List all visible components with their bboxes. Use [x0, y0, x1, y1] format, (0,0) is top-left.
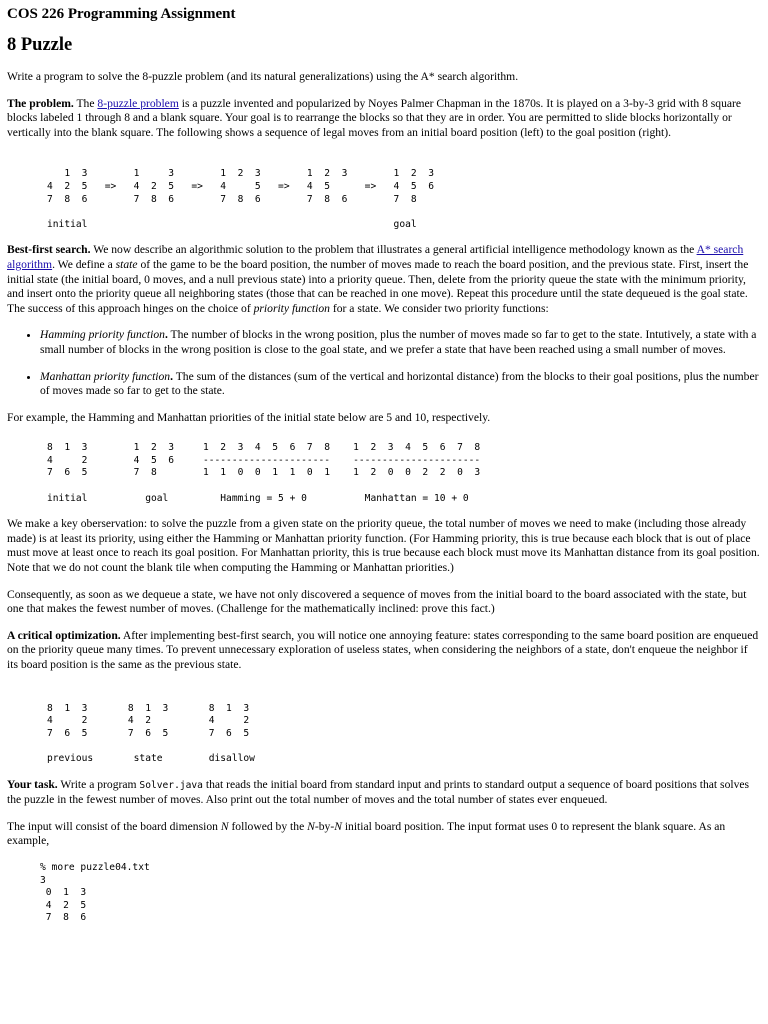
disallow-diagram: 8 1 3 8 1 3 8 1 3 4 2 4 2 4 2 7 6 5 7 6 5 7 6 5 previous state disallow: [47, 702, 255, 764]
best-first-text-c: of the game to be the board position, the number of moves made to reach the board position, and the previous state. First, insert the initial state (the initial board, 0 moves, and a null previous state) into a priority queue. Then, delete from the priority queue the state with the minimum priority, and insert onto the priority queue all neighboring states (those that can be reached in one move). Repeat this procedure until the state dequeued is the goal state. The success of this approach hinges on the choice of: [7, 257, 749, 315]
n-variable: N: [334, 819, 342, 833]
document-page: [7, 4, 761, 925]
manhattan-description: The sum of the distances (sum of the vertical and horizontal distance) from the blocks to their goal positions, plus the number of moves made so far to get to the state.: [40, 369, 759, 398]
input-text-a: The input will consist of the board dimension: [7, 819, 221, 833]
task-paragraph: [7, 778, 761, 808]
best-first-lead: Best-first search.: [7, 243, 91, 257]
a-star-link[interactable]: A* search algorithm: [7, 243, 744, 271]
best-first-text-a: We now describe an algorithmic solution to the problem that illustrates a general artificial intelligence methodology known as the: [90, 243, 697, 257]
input-text-b: followed by the: [228, 819, 308, 833]
best-first-text-b: . We define a: [52, 257, 116, 271]
list-item: • Hamming priority function. The number of blocks in the wrong position, plus the number of moves made so far to get to the state. Intutively, a state with a small number of blocks in the wrong position is close to the goal state, and we prefer a state that have been reached using a small number of moves.: [40, 328, 761, 357]
critical-text: After implementing best-first search, you will notice one annoying feature: states corresponding to the same board position are enqueued on the priority queue many times. To prevent unnecessary exploration of useless states, when considering the neighbors of a state, don't enqueue the neighbor if its board position is the same as the previous state.: [7, 628, 759, 671]
priority-function-term: priority function: [253, 301, 330, 315]
priority-functions-list: [7, 328, 761, 398]
state-term: state: [115, 257, 138, 271]
problem-text-b: is a puzzle invented and popularized by Noyes Palmer Chapman in the 1870s. It is played on a 3-by-3 grid with 8 square blocks labeled 1 through 8 and a blank square. Your goal is to rearrange the blocks so that they are in order. You are permitted to slide blocks horizontally or vertically into the blank square. The following shows a sequence of legal moves from an initial board position (left) to the goal position (right).: [7, 96, 742, 139]
input-paragraph: [7, 820, 761, 849]
page-title: 8 Puzzle: [7, 35, 73, 55]
input-text-d: initial board position. The input format uses 0 to represent the blank square. As an example,: [7, 819, 726, 848]
move-sequence-diagram: 1 3 1 3 1 2 3 1 2 3 1 2 3 4 2 5 => 4 2 5 => 4 5 => 4 5 => 4 5 6 7 8 6 7 8 6 7 8 6 7 8 6 7 8 initial goal: [47, 168, 434, 230]
example-paragraph: For example, the Hamming and Manhattan priorities of the initial state below are 5 and 10, respectively.: [7, 410, 491, 424]
n-variable: N: [220, 819, 229, 833]
intro-paragraph: Write a program to solve the 8-puzzle problem (and its natural generalizations) using the A* search algorithm.: [7, 70, 519, 83]
task-lead: Your task.: [7, 777, 58, 791]
best-first-text-d: for a state. We consider two priority functions:: [329, 301, 549, 315]
n-variable: N: [307, 819, 315, 833]
observation-paragraph: We make a key oberservation: to solve the puzzle from a given state on the priority queue, the total number of moves we need to make (including those already made) is at least its priority, using either the Hamming or Manhattan priority function. (For Hamming priority, this is true because each block that is out of place must move at least once to reach its goal position. For Manhattan priority, this is true because each block must move its Manhattan distance from its goal position. Note that we do not count the blank tile when computing the Hamming or Manhattan priorities.): [7, 517, 760, 575]
hamming-description: The number of blocks in the wrong position, plus the number of moves made so far to get to the state. Intutively, a state with a small number of blocks in the wrong position is close to the goal state, and we prefer a state that have been reached using a small number of moves.: [40, 328, 757, 356]
best-first-paragraph: [7, 243, 761, 316]
task-text-a: Write a program: [57, 777, 140, 791]
problem-text-a: The: [73, 96, 98, 110]
task-text-b: that reads the initial board from standard input and prints to standard output a sequence of board positions that solves the puzzle in the fewest number of moves. Also print out the total number of moves and the total number of states ever enqueued.: [7, 777, 750, 807]
consequently-paragraph: Consequently, as soon as we dequeue a state, we have not only discovered a sequence of moves from the initial board to the board associated with the state, but one that makes the fewest number of moves. (Challenge for the mathematically inclined: prove this fact.): [7, 587, 747, 616]
problem-paragraph: [7, 97, 761, 141]
hamming-term: Hamming priority function: [40, 328, 165, 342]
critical-optimization-paragraph: [7, 629, 761, 673]
priority-example-diagram: 8 1 3 1 2 3 1 2 3 4 5 6 7 8 1 2 3 4 5 6 7 8 4 2 4 5 6 ---------------------- ---------------------- 7 6 5 7 8 1 1 0 0 1 1 0 1 1 2 0 0 2 2 0 3 initial goal Hamming = 5 + 0 Manhattan = 10 + 0: [47, 442, 481, 504]
terminal-example: % more puzzle04.txt 3 0 1 3 4 2 5 7 8 6: [40, 861, 150, 924]
critical-lead: A critical optimization.: [7, 628, 121, 642]
manhattan-term: Manhattan priority function: [40, 369, 171, 383]
course-heading: COS 226 Programming Assignment: [7, 6, 236, 22]
problem-lead: The problem.: [7, 96, 74, 110]
8-puzzle-link[interactable]: 8-puzzle problem: [97, 96, 179, 110]
solver-code: Solver.java: [139, 779, 203, 791]
list-item: • Manhattan priority function. The sum of the distances (sum of the vertical and horizontal distance) from the blocks to their goal positions, plus the number of moves made so far to get to the state.: [40, 370, 761, 399]
input-text-c: -by-: [314, 819, 335, 833]
